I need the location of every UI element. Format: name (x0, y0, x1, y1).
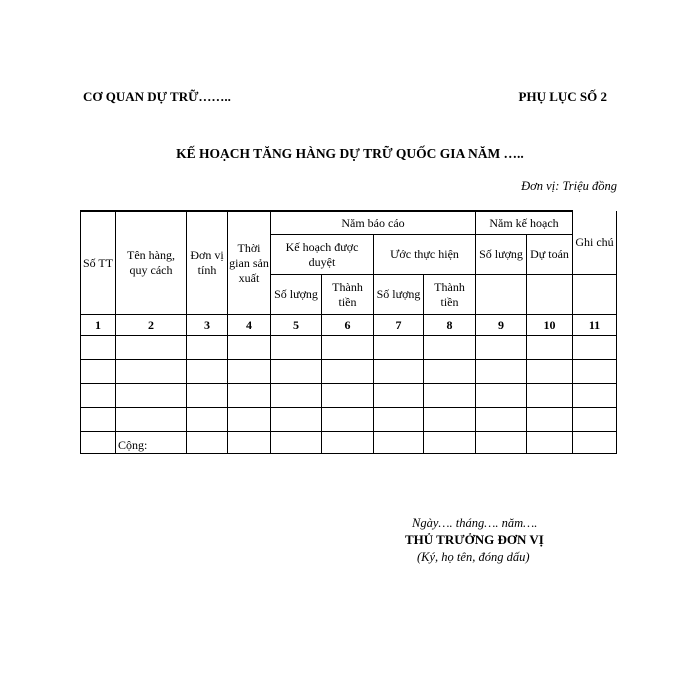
column-number: 4 (228, 315, 271, 336)
header-item-name: Tên hàng, quy cách (116, 211, 187, 315)
signature-date-line: Ngày…. tháng…. năm…. (412, 516, 538, 530)
agency-name: CƠ QUAN DỰ TRỮ…….. (83, 89, 231, 104)
header-plan-year: Năm kế hoạch (476, 211, 573, 235)
header-plan-approved: Kế hoạch được duyệt (271, 235, 374, 275)
signature-title: THỦ TRƯỞNG ĐƠN VỊ (405, 532, 544, 547)
header-notes: Ghi chú (573, 211, 617, 275)
column-number: 11 (573, 315, 617, 336)
table-header-row-1 (81, 211, 617, 235)
appendix-label: PHỤ LỤC SỐ 2 (518, 89, 607, 104)
signature-note: (Ký, họ tên, đóng dấu) (417, 550, 530, 564)
table-row (81, 360, 617, 384)
column-number: 8 (424, 315, 476, 336)
column-number: 5 (271, 315, 322, 336)
header-stt: Số TT (81, 211, 116, 315)
header-estimated: Ước thực hiện (374, 235, 476, 275)
header-approved-quantity: Số lượng (271, 275, 322, 315)
header-estimated-amount: Thành tiền (424, 275, 476, 315)
column-number: 2 (116, 315, 187, 336)
column-number: 1 (81, 315, 116, 336)
total-label: Cộng: (116, 432, 187, 454)
header-unit: Đơn vị tính (187, 211, 228, 315)
column-number: 3 (187, 315, 228, 336)
column-number: 9 (476, 315, 527, 336)
column-number-row (81, 315, 617, 336)
unit-note: Đơn vị: Triệu đồng (521, 179, 617, 193)
header-blank-cell (527, 275, 573, 315)
column-number: 7 (374, 315, 424, 336)
header-plan-quantity: Số lượng (476, 235, 527, 275)
total-row (81, 432, 617, 454)
column-number: 10 (527, 315, 573, 336)
table-row (81, 336, 617, 360)
header-plan-estimate: Dự toán (527, 235, 573, 275)
table-row (81, 384, 617, 408)
header-approved-amount: Thành tiền (322, 275, 374, 315)
header-production-time: Thời gian sản xuất (228, 211, 271, 315)
plan-table (80, 210, 617, 454)
header-report-year: Năm báo cáo (271, 211, 476, 235)
table-row (81, 408, 617, 432)
document-title: KẾ HOẠCH TĂNG HÀNG DỰ TRỮ QUỐC GIA NĂM ….. (176, 146, 524, 161)
header-blank-cell (476, 275, 527, 315)
header-estimated-quantity: Số lượng (374, 275, 424, 315)
column-number: 6 (322, 315, 374, 336)
header-blank-cell (573, 275, 617, 315)
